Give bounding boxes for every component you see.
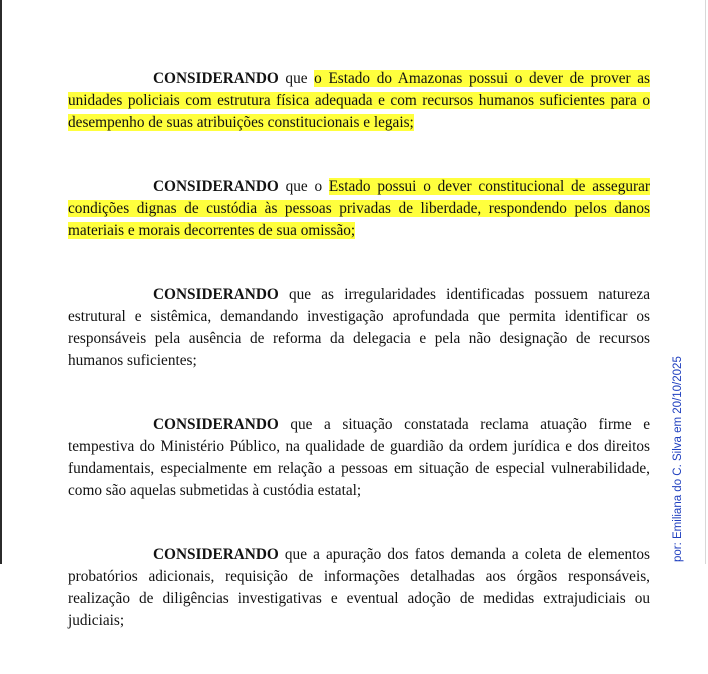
considerando-paragraph-5: [68, 544, 650, 632]
considerando-paragraph-2: [68, 176, 650, 242]
paragraph-lead: CONSIDERANDO: [153, 416, 279, 433]
paragraph-lead: CONSIDERANDO: [153, 178, 279, 195]
highlighted-text: o Estado do Amazonas possui o dever de prover as unidades policiais com estrutura física adequada e com recursos humanos suficientes para o desempenho de suas atribuições constitucionais e legais;: [68, 70, 650, 131]
highlighted-text: Estado possui o dever constitucional de assegurar condições dignas de custódia às pessoas privadas de liberdade, respondendo pelos danos materiais e morais decorrentes de sua omissão;: [68, 178, 650, 239]
page-right-edge: [705, 0, 706, 564]
paragraph-text: que as irregularidades identificadas possuem natureza estrutural e sistêmica, demandando investigação aprofundada que permita identificar os responsáveis pela ausência de reforma da delegacia e pela não designação de recursos humanos suficientes;: [68, 286, 650, 369]
considerando-paragraph-4: [68, 414, 650, 502]
considerando-paragraph-1: [68, 68, 650, 134]
paragraph-text: que o: [278, 178, 329, 195]
digital-signature-stamp: por: Emiliana do C. Silva em 20/10/2025: [672, 356, 684, 562]
document-body: [68, 68, 650, 674]
page-left-edge: [0, 0, 2, 564]
paragraph-text: que a apuração dos fatos demanda a coleta de elementos probatórios adicionais, requisição de informações detalhadas aos órgãos responsáveis, realização de diligências investigativas e eventual adoção de medidas extrajudiciais ou judiciais;: [68, 546, 650, 629]
paragraph-lead: CONSIDERANDO: [153, 286, 279, 303]
paragraph-text: que: [278, 70, 315, 87]
paragraph-lead: CONSIDERANDO: [153, 546, 279, 563]
considerando-paragraph-3: [68, 284, 650, 372]
paragraph-lead: CONSIDERANDO: [153, 70, 279, 87]
paragraph-text: que a situação constatada reclama atuação firme e tempestiva do Ministério Público, na qualidade de guardião da ordem jurídica e dos direitos fundamentais, especialmente em relação a pessoas em situação de especial vulnerabilidade, como são aquelas submetidas à custódia estatal;: [68, 416, 650, 499]
